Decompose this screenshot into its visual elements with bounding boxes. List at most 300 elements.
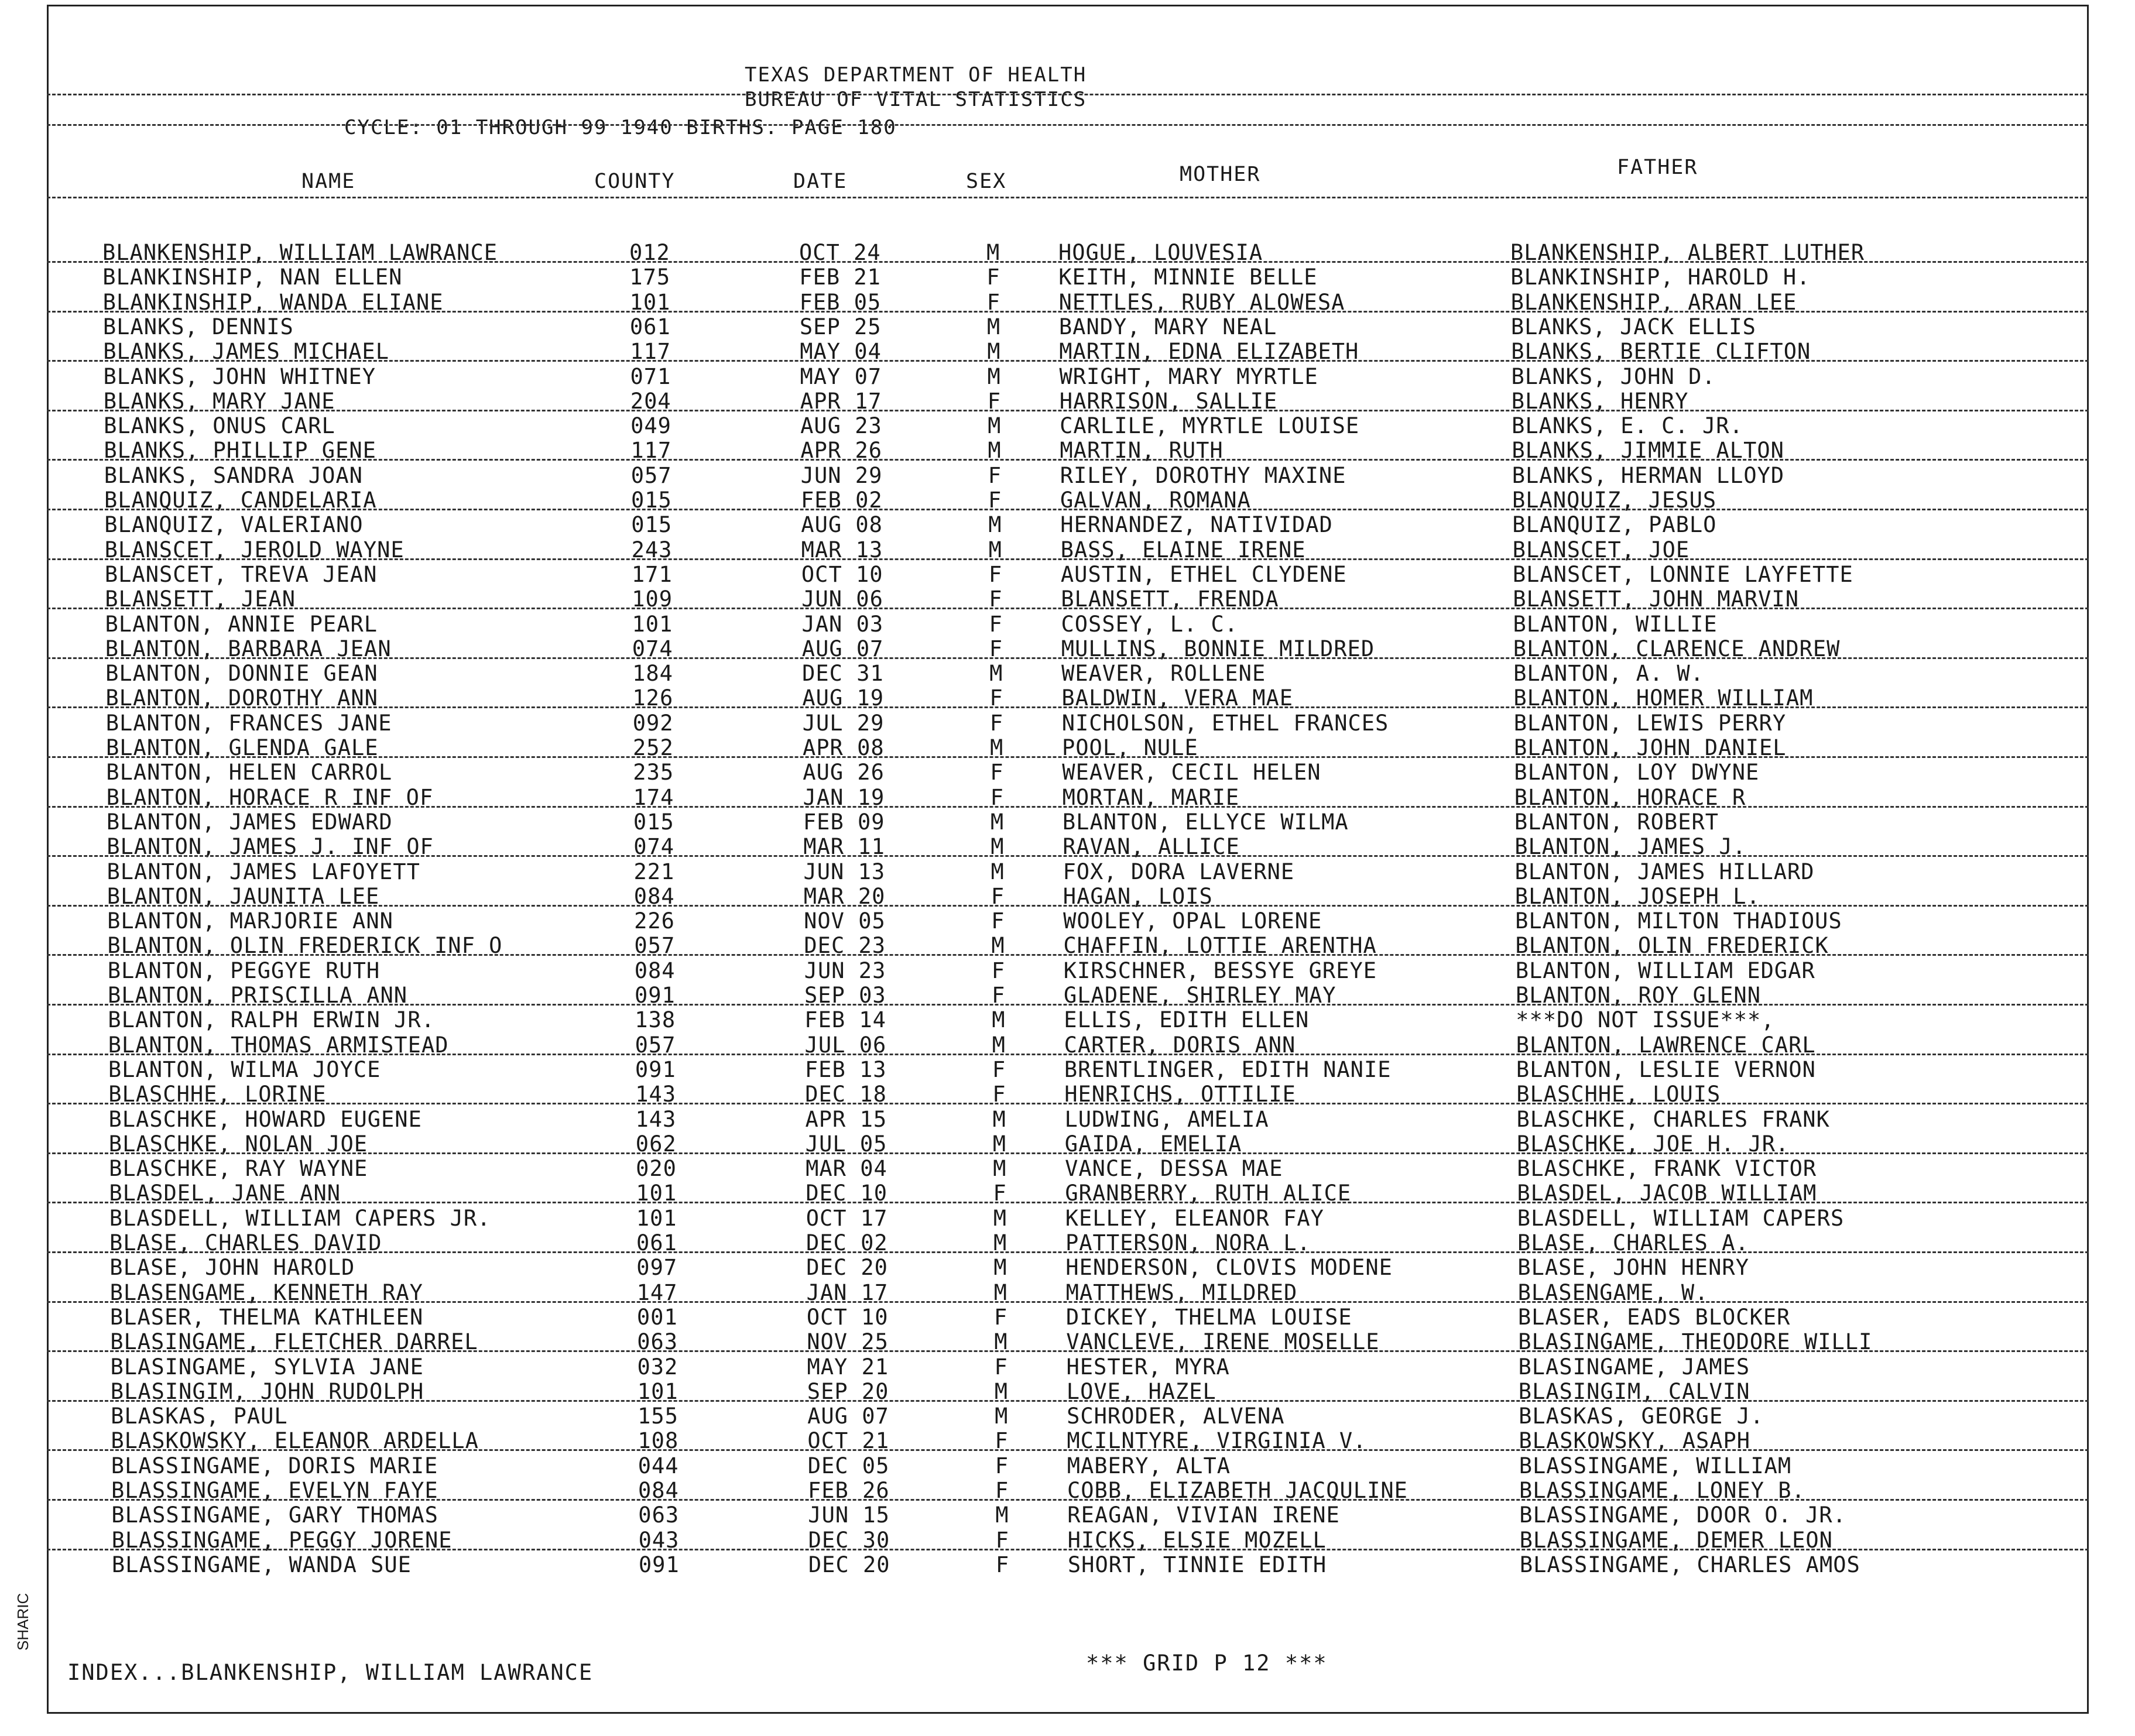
table-row [0, 1156, 2135, 1181]
printer-rule [47, 1103, 2089, 1104]
cell-sex: F [990, 760, 1004, 785]
cell-mother: MORTAN, MARIE [1062, 784, 1240, 810]
cell-mother: VANCE, DESSA MAE [1065, 1156, 1283, 1182]
cell-mother: REAGAN, VIVIAN IRENE [1067, 1502, 1340, 1528]
cell-father: BLANTON, MILTON THADIOUS [1515, 908, 1842, 934]
cell-sex: F [995, 1478, 1009, 1503]
cell-sex: M [988, 438, 1002, 464]
cell-mother: HOGUE, LOUVESIA [1058, 240, 1263, 265]
printer-rule [47, 311, 2089, 313]
cell-date: AUG 07 [807, 1404, 889, 1429]
cell-father: BLANKINSHIP, HAROLD H. [1510, 265, 1811, 290]
cell-name: BLASCHKE, NOLAN JOE [108, 1131, 368, 1157]
cell-date: FEB 21 [799, 265, 881, 290]
cell-date: DEC 10 [806, 1181, 888, 1206]
cell-sex: M [993, 1205, 1007, 1231]
cell-name: BLASDEL, JANE ANN [109, 1181, 341, 1206]
cell-date: AUG 19 [802, 685, 885, 711]
table-row [0, 809, 2135, 834]
cell-sex: F [987, 388, 1002, 414]
cell-sex: M [987, 363, 1001, 389]
cell-name: BLASCHKE, HOWARD EUGENE [108, 1106, 422, 1132]
table-row [0, 612, 2135, 636]
cell-county: 084 [634, 958, 676, 983]
table-row [0, 413, 2135, 438]
cell-sex: F [989, 611, 1003, 637]
cell-name: BLANTON, MARJORIE ANN [107, 908, 393, 934]
cell-date: APR 15 [805, 1106, 887, 1132]
cell-mother: MULLINS, BONNIE MILDRED [1061, 636, 1375, 661]
table-row [0, 1206, 2135, 1230]
header-bureau: BUREAU OF VITAL STATISTICS [745, 88, 1087, 111]
table-row [0, 661, 2135, 685]
cell-mother: HENDERSON, CLOVIS MODENE [1065, 1255, 1393, 1281]
cell-sex: F [993, 1181, 1007, 1206]
cell-name: BLASCHHE, LORINE [108, 1082, 327, 1107]
cell-mother: SHORT, TINNIE EDITH [1067, 1552, 1327, 1577]
cell-name: BLASCHKE, RAY WAYNE [109, 1156, 368, 1182]
cell-date: JUN 15 [808, 1502, 890, 1528]
cell-county: 043 [638, 1527, 680, 1553]
cell-date: FEB 26 [808, 1478, 890, 1503]
cell-father: BLASSINGAME, DOOR O. JR. [1519, 1502, 1846, 1528]
col-header-sex: SEX [966, 170, 1007, 193]
cell-name: BLANTON, ANNIE PEARL [105, 611, 378, 637]
cell-date: MAR 20 [803, 883, 886, 909]
cell-name: BLANTON, WILMA JOYCE [108, 1056, 381, 1082]
cell-sex: F [992, 983, 1006, 1008]
cell-mother: HERNANDEZ, NATIVIDAD [1060, 512, 1333, 538]
cell-date: DEC 02 [806, 1230, 888, 1255]
cell-sex: F [995, 1428, 1009, 1454]
printer-rule [47, 855, 2089, 857]
cell-sex: F [990, 784, 1004, 810]
table-row [0, 908, 2135, 933]
cell-county: 001 [636, 1304, 678, 1330]
cell-county: 126 [632, 685, 674, 711]
cell-county: 221 [633, 859, 675, 884]
cell-mother: LOVE, HAZEL [1066, 1378, 1216, 1404]
cell-name: BLANSCET, TREVA JEAN [104, 561, 378, 587]
cell-mother: WEAVER, CECIL HELEN [1062, 760, 1321, 785]
cell-date: OCT 24 [799, 240, 881, 265]
table-row [0, 1354, 2135, 1379]
cell-county: 117 [630, 339, 671, 365]
table-row [0, 1453, 2135, 1478]
column-rule [47, 197, 2089, 198]
cell-mother: AUSTIN, ETHEL CLYDENE [1060, 561, 1347, 587]
cell-date: JUL 06 [804, 1032, 887, 1058]
cell-father: BLASE, JOHN HENRY [1517, 1255, 1749, 1281]
cell-name: BLANKS, JAMES MICHAEL [103, 339, 389, 365]
cell-county: 044 [638, 1453, 679, 1478]
header-rule [47, 124, 2089, 126]
cell-father: BLASCHKE, JOE H. JR. [1516, 1131, 1790, 1157]
cell-name: BLANTON, DONNIE GEAN [105, 661, 378, 687]
cell-date: DEC 05 [807, 1453, 890, 1478]
cell-date: JUN 06 [801, 586, 883, 612]
cell-name: BLASINGAME, SYLVIA JANE [110, 1354, 424, 1380]
cell-name: BLASSINGAME, WANDA SUE [111, 1552, 412, 1577]
cell-mother: HESTER, MYRA [1066, 1354, 1230, 1380]
cell-father: BLASSINGAME, WILLIAM [1519, 1453, 1792, 1478]
table-row [0, 562, 2135, 586]
cell-sex: M [995, 1404, 1009, 1429]
printer-rule [47, 1251, 2089, 1253]
cell-name: BLASSINGAME, EVELYN FAYE [111, 1478, 438, 1503]
cell-mother: KEITH, MINNIE BELLE [1058, 265, 1318, 290]
cell-county: 061 [636, 1230, 677, 1255]
printer-rule [47, 608, 2089, 609]
table-row [0, 1552, 2135, 1577]
cell-name: BLANTON, PRISCILLA ANN [108, 983, 408, 1008]
cell-mother: BRENTLINGER, EDITH NANIE [1064, 1056, 1392, 1082]
cell-name: BLANSCET, JEROLD WAYNE [104, 537, 405, 562]
cell-father: BLASENGAME, W. [1517, 1279, 1709, 1305]
cell-name: BLASE, CHARLES DAVID [109, 1230, 382, 1255]
cell-mother: VANCLEVE, IRENE MOSELLE [1066, 1329, 1380, 1355]
cell-sex: F [989, 636, 1003, 661]
cell-name: BLASSINGAME, PEGGY JORENE [111, 1527, 453, 1553]
cell-date: FEB 09 [803, 809, 885, 835]
cell-county: 147 [636, 1279, 678, 1305]
cell-sex: F [993, 1304, 1008, 1330]
cell-date: APR 17 [800, 388, 882, 414]
printer-rule [47, 1152, 2089, 1154]
cell-county: 226 [634, 908, 675, 934]
cell-mother: HARRISON, SALLIE [1059, 388, 1278, 414]
cell-name: BLANTON, OLIN FREDERICK INF O [107, 933, 503, 959]
cell-sex: F [988, 561, 1003, 587]
col-header-name: NAME [301, 170, 356, 193]
cell-county: 235 [633, 760, 674, 785]
cell-name: BLANTON, JAUNITA LEE [107, 883, 380, 909]
cell-sex: F [989, 685, 1003, 711]
cell-mother: RAVAN, ALLICE [1063, 834, 1240, 860]
cell-sex: M [992, 1131, 1007, 1157]
printer-rule [47, 1350, 2089, 1352]
cell-date: OCT 21 [807, 1428, 890, 1454]
cell-date: AUG 07 [801, 636, 884, 661]
cell-county: 101 [636, 1205, 677, 1231]
cell-sex: M [995, 1502, 1009, 1528]
col-header-date: DATE [793, 170, 848, 193]
cell-county: 074 [633, 834, 675, 860]
cell-county: 057 [630, 462, 672, 488]
printer-rule [47, 410, 2089, 411]
cell-mother: LUDWING, AMELIA [1064, 1106, 1269, 1132]
cell-father: BLASKOWSKY, ASAPH [1519, 1428, 1751, 1454]
cell-name: BLANQUIZ, CANDELARIA [104, 488, 377, 513]
cell-sex: F [991, 908, 1005, 934]
cell-date: FEB 02 [801, 488, 883, 513]
cell-county: 184 [632, 661, 673, 687]
cell-county: 101 [636, 1181, 677, 1206]
header-cycle: CYCLE: 01 THROUGH 99 1940 BIRTHS. PAGE 180 [344, 116, 897, 139]
cell-sex: M [986, 314, 1001, 339]
cell-sex: M [992, 1007, 1006, 1033]
cell-date: JAN 19 [803, 784, 885, 810]
cell-father: BLANTON, JAMES J. [1514, 834, 1746, 860]
cell-name: BLANKS, MARY JANE [103, 388, 335, 414]
cell-county: 074 [632, 636, 673, 661]
cell-sex: M [991, 834, 1005, 860]
cell-sex: F [995, 1552, 1010, 1577]
printer-rule [47, 756, 2089, 758]
cell-father: BLANKS, HERMAN LLOYD [1512, 462, 1785, 488]
cell-sex: M [988, 413, 1002, 439]
col-header-county: COUNTY [594, 170, 676, 193]
cell-father: BLANKS, JOHN D. [1511, 363, 1716, 389]
cell-name: BLASENGAME, KENNETH RAY [109, 1279, 423, 1305]
printer-rule [47, 1499, 2089, 1501]
cell-father: BLASSINGAME, CHARLES AMOS [1519, 1552, 1860, 1577]
cell-father: ***DO NOT ISSUE***, [1516, 1007, 1775, 1033]
cell-father: BLASINGAME, JAMES [1518, 1354, 1750, 1380]
cell-sex: M [987, 339, 1001, 365]
table-row [0, 364, 2135, 389]
cell-sex: M [986, 240, 1000, 265]
printer-rule [47, 261, 2089, 263]
cell-date: NOV 05 [804, 908, 886, 934]
cell-county: 252 [633, 735, 674, 760]
printer-rule [47, 806, 2089, 808]
table-row [0, 512, 2135, 537]
cell-county: 091 [635, 983, 676, 1008]
cell-father: BLANKS, BERTIE CLIFTON [1511, 339, 1811, 365]
cell-sex: M [991, 933, 1005, 959]
cell-name: BLASE, JOHN HAROLD [109, 1255, 355, 1281]
cell-father: BLANTON, JAMES HILLARD [1514, 859, 1815, 884]
cell-name: BLANTON, GLENDA GALE [106, 735, 379, 760]
table-row [0, 314, 2135, 339]
cell-county: 049 [630, 413, 671, 439]
cell-mother: KIRSCHNER, BESSYE GREYE [1063, 958, 1377, 983]
cell-mother: KELLEY, ELEANOR FAY [1065, 1205, 1324, 1231]
printer-rule [47, 1301, 2089, 1303]
cell-father: BLASCHKE, CHARLES FRANK [1516, 1106, 1830, 1132]
cell-mother: MABERY, ALTA [1067, 1453, 1231, 1478]
cell-mother: GAIDA, EMELIA [1064, 1131, 1242, 1157]
cell-sex: F [992, 1082, 1006, 1107]
cell-county: 138 [635, 1007, 676, 1033]
cell-mother: CHAFFIN, LOTTIE ARENTHA [1063, 933, 1377, 959]
cell-father: BLASE, CHARLES A. [1517, 1230, 1749, 1255]
cell-mother: BALDWIN, VERA MAE [1061, 685, 1294, 711]
cell-father: BLANQUIZ, PABLO [1512, 512, 1717, 538]
cell-father: BLANKENSHIP, ALBERT LUTHER [1510, 240, 1865, 265]
cell-father: BLASINGIM, CALVIN [1518, 1378, 1750, 1404]
printer-rule [47, 706, 2089, 708]
cell-mother: POOL, NULE [1062, 735, 1198, 760]
cell-mother: MARTIN, EDNA ELIZABETH [1059, 339, 1359, 365]
printer-rule [47, 1054, 2089, 1055]
cell-sex: F [991, 883, 1005, 909]
cell-county: 243 [631, 537, 673, 562]
cell-date: FEB 13 [804, 1056, 887, 1082]
cell-county: 071 [630, 363, 671, 389]
footer-grid: *** GRID P 12 *** [1086, 1651, 1328, 1676]
cell-name: BLANKS, PHILLIP GENE [104, 438, 376, 464]
cell-name: BLANTON, JAMES J. INF OF [107, 834, 434, 860]
cell-father: BLANTON, LOY DWYNE [1514, 760, 1760, 785]
cell-county: 097 [636, 1255, 678, 1281]
cell-date: APR 08 [803, 735, 885, 760]
printer-rule [47, 905, 2089, 907]
cell-mother: WEAVER, ROLLENE [1061, 661, 1266, 687]
cell-name: BLANKS, JOHN WHITNEY [103, 363, 376, 389]
col-header-father: FATHER [1617, 156, 1698, 179]
cell-sex: M [988, 512, 1002, 538]
cell-name: BLANSETT, JEAN [105, 586, 296, 612]
cell-date: SEP 20 [807, 1378, 889, 1404]
cell-county: 175 [629, 265, 671, 290]
cell-father: BLANTON, LEWIS PERRY [1513, 710, 1787, 736]
cell-father: BLASCHKE, FRANK VICTOR [1517, 1156, 1817, 1182]
cell-date: MAR 04 [806, 1156, 887, 1182]
cell-date: DEC 18 [805, 1082, 887, 1107]
cell-county: 063 [637, 1329, 678, 1355]
cell-name: BLASINGAME, FLETCHER DARREL [110, 1329, 478, 1355]
table-row [0, 958, 2135, 983]
cell-sex: M [994, 1329, 1008, 1355]
cell-name: BLANKS, DENNIS [102, 314, 294, 339]
cell-name: BLANTON, HELEN CARROL [106, 760, 393, 785]
cell-date: OCT 10 [801, 561, 883, 587]
cell-name: BLASSINGAME, GARY THOMAS [111, 1502, 438, 1528]
cell-date: SEP 25 [799, 314, 882, 339]
side-label: SHARIC [14, 1593, 32, 1651]
cell-father: BLASSINGAME, DEMER LEON [1519, 1527, 1833, 1553]
cell-name: BLANKS, SANDRA JOAN [104, 462, 363, 488]
cell-father: BLASINGAME, THEODORE WILLI [1518, 1329, 1873, 1355]
table-row [0, 1502, 2135, 1527]
cell-father: BLANTON, ROBERT [1514, 809, 1719, 835]
cell-county: 015 [631, 488, 672, 513]
cell-county: 101 [637, 1378, 678, 1404]
cell-sex: F [986, 289, 1000, 315]
table-row [0, 1305, 2135, 1329]
printer-rule [47, 1004, 2089, 1006]
header-rule [47, 94, 2089, 95]
cell-mother: HENRICHS, OTTILIE [1064, 1082, 1296, 1107]
cell-sex: M [990, 735, 1004, 760]
cell-father: BLANTON, ROY GLENN [1516, 983, 1761, 1008]
cell-mother: SCHRODER, ALVENA [1067, 1404, 1285, 1429]
table-row [0, 1404, 2135, 1428]
cell-county: 091 [635, 1056, 676, 1082]
cell-name: BLASSINGAME, DORIS MARIE [111, 1453, 438, 1478]
printer-rule [47, 509, 2089, 510]
table-row [0, 463, 2135, 488]
cell-county: 020 [636, 1156, 677, 1182]
cell-county: 155 [638, 1404, 678, 1429]
cell-date: AUG 23 [800, 413, 882, 439]
cell-mother: HICKS, ELSIE MOZELL [1067, 1527, 1327, 1553]
cell-date: SEP 03 [804, 983, 886, 1008]
cell-county: 062 [635, 1131, 677, 1157]
cell-date: MAY 21 [807, 1354, 889, 1380]
cell-name: BLANKENSHIP, WILLIAM LAWRANCE [102, 240, 498, 265]
cell-mother: BLANSETT, FRENDA [1061, 586, 1279, 612]
cell-sex: M [990, 809, 1005, 835]
table-row [0, 711, 2135, 735]
cell-name: BLANTON, HORACE R INF OF [106, 784, 434, 810]
col-header-mother: MOTHER [1180, 163, 1261, 186]
cell-name: BLANTON, JAMES EDWARD [106, 809, 393, 835]
cell-date: JUN 13 [803, 859, 886, 884]
cell-mother: BANDY, MARY NEAL [1058, 314, 1277, 339]
cell-name: BLANTON, BARBARA JEAN [105, 636, 392, 661]
cell-county: 101 [629, 289, 671, 315]
cell-sex: M [988, 537, 1002, 562]
cell-name: BLASER, THELMA KATHLEEN [109, 1304, 424, 1330]
table-row [0, 1007, 2135, 1032]
cell-mother: PATTERSON, NORA L. [1065, 1230, 1311, 1255]
cell-county: 091 [638, 1552, 680, 1577]
cell-sex: F [992, 1056, 1006, 1082]
cell-father: BLASDEL, JACOB WILLIAM [1517, 1181, 1817, 1206]
cell-sex: F [986, 265, 1000, 290]
footer-index: INDEX...BLANKENSHIP, WILLIAM LAWRANCE [67, 1660, 594, 1685]
cell-father: BLANKS, JIMMIE ALTON [1512, 438, 1784, 464]
cell-county: 015 [631, 512, 673, 538]
printer-rule [47, 954, 2089, 956]
cell-county: 117 [630, 438, 672, 464]
cell-county: 174 [633, 784, 674, 810]
cell-date: DEC 30 [808, 1527, 890, 1553]
printer-rule [47, 1449, 2089, 1451]
cell-mother: BASS, ELAINE IRENE [1060, 537, 1306, 562]
cell-mother: GRANBERRY, RUTH ALICE [1065, 1181, 1352, 1206]
cell-father: BLANQUIZ, JESUS [1512, 488, 1717, 513]
cell-date: DEC 31 [802, 661, 884, 687]
cell-sex: F [991, 958, 1005, 983]
cell-mother: CARTER, DORIS ANN [1064, 1032, 1296, 1058]
cell-date: FEB 14 [804, 1007, 886, 1033]
cell-county: 084 [633, 883, 675, 909]
cell-father: BLANTON, HOMER WILLIAM [1513, 685, 1814, 711]
cell-name: BLANKINSHIP, WANDA ELIANE [102, 289, 444, 315]
cell-date: OCT 10 [806, 1304, 889, 1330]
table-row [0, 265, 2135, 289]
cell-father: BLANTON, WILLIE [1513, 611, 1718, 637]
cell-father: BLANTON, A. W. [1513, 661, 1704, 687]
cell-mother: MCILNTYRE, VIRGINIA V. [1067, 1428, 1367, 1454]
cell-date: NOV 25 [807, 1329, 889, 1355]
cell-county: 057 [634, 933, 676, 959]
cell-mother: RILEY, DOROTHY MAXINE [1060, 462, 1346, 488]
cell-date: AUG 26 [803, 760, 885, 785]
cell-father: BLANTON, JOSEPH L. [1514, 883, 1760, 909]
cell-mother: FOX, DORA LAVERNE [1063, 859, 1295, 884]
printer-rule [47, 657, 2089, 659]
cell-county: 109 [632, 586, 673, 612]
cell-name: BLANQUIZ, VALERIANO [104, 512, 364, 538]
cell-name: BLASINGIM, JOHN RUDOLPH [110, 1378, 424, 1404]
table-row [0, 1107, 2135, 1131]
cell-father: BLANTON, HORACE R [1514, 784, 1746, 810]
cell-date: DEC 20 [806, 1255, 888, 1281]
cell-county: 143 [635, 1106, 677, 1132]
cell-mother: CARLILE, MYRTLE LOUISE [1060, 413, 1360, 439]
cell-father: BLANTON, WILLIAM EDGAR [1515, 958, 1815, 983]
cell-father: BLASSINGAME, LONEY B. [1519, 1478, 1805, 1503]
cell-sex: F [995, 1453, 1009, 1478]
cell-mother: GLADENE, SHIRLEY MAY [1064, 983, 1336, 1008]
cell-sex: M [993, 1230, 1007, 1255]
cell-father: BLANKS, JACK ELLIS [1510, 314, 1756, 339]
